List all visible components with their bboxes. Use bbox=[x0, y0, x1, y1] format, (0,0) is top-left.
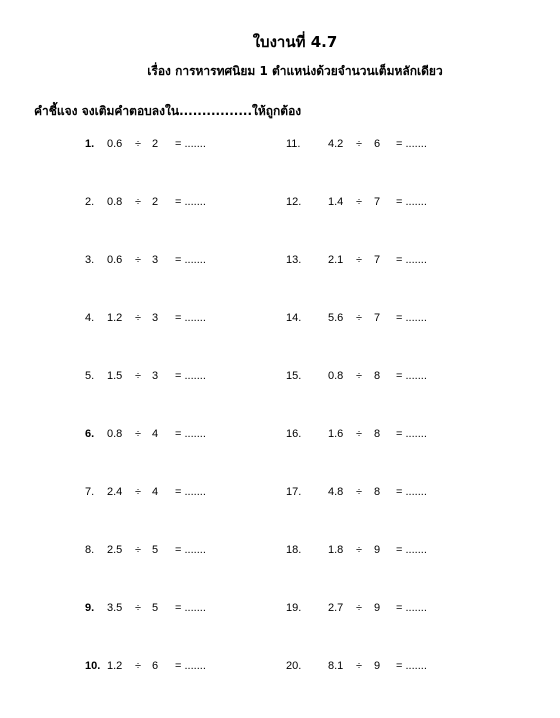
divide-sign: ÷ bbox=[135, 138, 142, 150]
problem-number: 8. bbox=[85, 544, 95, 556]
divide-sign: ÷ bbox=[356, 254, 363, 266]
divide-sign: ÷ bbox=[356, 312, 363, 324]
divisor: 4 bbox=[152, 428, 159, 440]
answer-blank[interactable]: = ....... bbox=[175, 196, 206, 208]
dividend: 2.1 bbox=[328, 254, 344, 266]
problem-number: 6. bbox=[85, 428, 95, 440]
problem-row bbox=[85, 254, 265, 312]
problem-row bbox=[85, 196, 265, 254]
divide-sign: ÷ bbox=[356, 602, 363, 614]
dividend: 1.2 bbox=[107, 660, 123, 672]
answer-blank[interactable]: = ....... bbox=[396, 660, 427, 672]
problem-row bbox=[85, 660, 265, 718]
dividend: 0.8 bbox=[107, 428, 123, 440]
divide-sign: ÷ bbox=[356, 486, 363, 498]
problem-number: 13. bbox=[286, 254, 302, 266]
divisor: 9 bbox=[374, 660, 381, 672]
dividend: 1.5 bbox=[107, 370, 123, 382]
problem-number: 19. bbox=[286, 602, 302, 614]
answer-blank[interactable]: = ....... bbox=[396, 312, 427, 324]
divide-sign: ÷ bbox=[135, 544, 142, 556]
dividend: 8.1 bbox=[328, 660, 344, 672]
worksheet-subtitle: เรื่อง การหารทศนิยม 1 ตำแหน่งด้วยจำนวนเต็มหลักเดียว bbox=[147, 64, 443, 78]
problem-row bbox=[286, 254, 466, 312]
divisor: 6 bbox=[152, 660, 159, 672]
problem-number: 11. bbox=[286, 138, 301, 150]
problem-number: 12. bbox=[286, 196, 302, 208]
divide-sign: ÷ bbox=[356, 660, 363, 672]
problem-column-right bbox=[286, 138, 466, 718]
dividend: 2.5 bbox=[107, 544, 123, 556]
divisor: 3 bbox=[152, 254, 159, 266]
divisor: 7 bbox=[374, 254, 381, 266]
divisor: 8 bbox=[374, 486, 381, 498]
divide-sign: ÷ bbox=[356, 370, 363, 382]
problem-number: 15. bbox=[286, 370, 302, 382]
divisor: 7 bbox=[374, 196, 381, 208]
problem-number: 10. bbox=[85, 660, 101, 672]
answer-blank[interactable]: = ....... bbox=[175, 138, 206, 150]
divide-sign: ÷ bbox=[356, 196, 363, 208]
problem-row bbox=[286, 486, 466, 544]
divisor: 5 bbox=[152, 544, 159, 556]
answer-blank[interactable]: = ....... bbox=[175, 544, 206, 556]
problem-row bbox=[286, 544, 466, 602]
dividend: 0.6 bbox=[107, 138, 123, 150]
divisor: 7 bbox=[374, 312, 381, 324]
divide-sign: ÷ bbox=[356, 428, 363, 440]
worksheet-title: ใบงานที่ 4.7 bbox=[252, 33, 338, 51]
answer-blank[interactable]: = ....... bbox=[175, 428, 206, 440]
divisor: 6 bbox=[374, 138, 381, 150]
divisor: 2 bbox=[152, 196, 159, 208]
dividend: 1.4 bbox=[328, 196, 344, 208]
answer-blank[interactable]: = ....... bbox=[175, 254, 206, 266]
answer-blank[interactable]: = ....... bbox=[175, 602, 206, 614]
answer-blank[interactable]: = ....... bbox=[396, 370, 427, 382]
divisor: 4 bbox=[152, 486, 159, 498]
problem-row bbox=[85, 312, 265, 370]
answer-blank[interactable]: = ....... bbox=[175, 370, 206, 382]
instruction-text: คำชี้แจง จงเติมคำตอบลงใน................ให้ถูกต้อง bbox=[34, 104, 302, 118]
problem-column-left bbox=[85, 138, 265, 718]
problem-row bbox=[85, 428, 265, 486]
dividend: 1.6 bbox=[328, 428, 344, 440]
divide-sign: ÷ bbox=[135, 602, 142, 614]
answer-blank[interactable]: = ....... bbox=[175, 660, 206, 672]
problem-row bbox=[286, 660, 466, 718]
problem-row bbox=[286, 370, 466, 428]
divisor: 2 bbox=[152, 138, 159, 150]
problem-number: 14. bbox=[286, 312, 302, 324]
divisor: 3 bbox=[152, 312, 159, 324]
problem-row bbox=[286, 312, 466, 370]
problem-number: 20. bbox=[286, 660, 302, 672]
answer-blank[interactable]: = ....... bbox=[396, 138, 427, 150]
divide-sign: ÷ bbox=[135, 196, 142, 208]
divide-sign: ÷ bbox=[135, 254, 142, 266]
divide-sign: ÷ bbox=[356, 544, 363, 556]
problem-row bbox=[85, 138, 265, 196]
answer-blank[interactable]: = ....... bbox=[396, 602, 427, 614]
problem-number: 5. bbox=[85, 370, 95, 382]
problem-row bbox=[85, 370, 265, 428]
dividend: 1.8 bbox=[328, 544, 344, 556]
divide-sign: ÷ bbox=[135, 428, 142, 440]
dividend: 2.7 bbox=[328, 602, 344, 614]
problem-row bbox=[286, 602, 466, 660]
dividend: 0.6 bbox=[107, 254, 123, 266]
problem-number: 9. bbox=[85, 602, 95, 614]
divide-sign: ÷ bbox=[135, 312, 142, 324]
dividend: 1.2 bbox=[107, 312, 123, 324]
divide-sign: ÷ bbox=[135, 486, 142, 498]
divisor: 8 bbox=[374, 370, 381, 382]
problem-row bbox=[85, 486, 265, 544]
divisor: 8 bbox=[374, 428, 381, 440]
problem-row bbox=[85, 602, 265, 660]
dividend: 4.2 bbox=[328, 138, 344, 150]
problem-number: 1. bbox=[85, 138, 95, 150]
dividend: 2.4 bbox=[107, 486, 123, 498]
dividend: 5.6 bbox=[328, 312, 344, 324]
divisor: 9 bbox=[374, 602, 381, 614]
problem-number: 17. bbox=[286, 486, 302, 498]
dividend: 0.8 bbox=[328, 370, 344, 382]
problem-row bbox=[286, 428, 466, 486]
divide-sign: ÷ bbox=[135, 660, 142, 672]
problem-number: 4. bbox=[85, 312, 95, 324]
answer-blank[interactable]: = ....... bbox=[396, 544, 427, 556]
dividend: 3.5 bbox=[107, 602, 123, 614]
problem-row bbox=[286, 138, 466, 196]
divisor: 3 bbox=[152, 370, 159, 382]
problem-number: 7. bbox=[85, 486, 95, 498]
problem-number: 16. bbox=[286, 428, 302, 440]
answer-blank[interactable]: = ....... bbox=[396, 428, 427, 440]
problem-number: 18. bbox=[286, 544, 302, 556]
answer-blank[interactable]: = ....... bbox=[396, 486, 427, 498]
problem-number: 2. bbox=[85, 196, 95, 208]
answer-blank[interactable]: = ....... bbox=[396, 196, 427, 208]
problem-row bbox=[85, 544, 265, 602]
problem-row bbox=[286, 196, 466, 254]
divide-sign: ÷ bbox=[135, 370, 142, 382]
answer-blank[interactable]: = ....... bbox=[175, 312, 206, 324]
divisor: 5 bbox=[152, 602, 159, 614]
answer-blank[interactable]: = ....... bbox=[396, 254, 427, 266]
dividend: 0.8 bbox=[107, 196, 123, 208]
problem-number: 3. bbox=[85, 254, 95, 266]
answer-blank[interactable]: = ....... bbox=[175, 486, 206, 498]
divide-sign: ÷ bbox=[356, 138, 363, 150]
divisor: 9 bbox=[374, 544, 381, 556]
dividend: 4.8 bbox=[328, 486, 344, 498]
